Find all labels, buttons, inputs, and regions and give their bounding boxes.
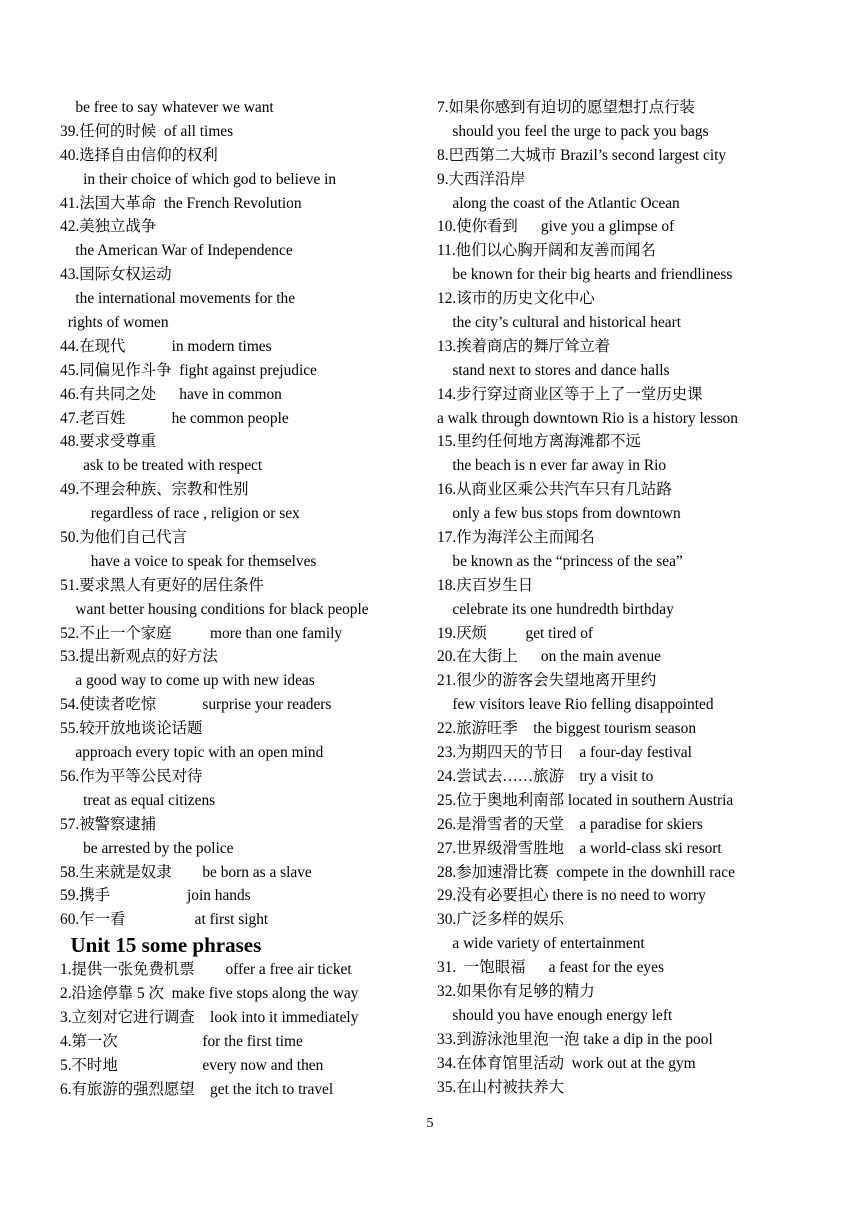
phrase-line: 27.世界级滑雪胜地 a world-class ski resort [437, 839, 722, 857]
phrase-line: 41.法国大革命 the French Revolution [60, 194, 302, 212]
phrase-line: 50.为他们自己代言 [60, 529, 187, 547]
phrase-line: 23.为期四天的节日 a four-day festival [437, 744, 692, 762]
right-column [437, 96, 847, 1099]
phrase-line: have a voice to speak for themselves [60, 552, 317, 570]
phrase-line: 12.该市的历史文化中心 [437, 290, 595, 308]
phrase-line: 46.有共同之处 have in common [60, 385, 282, 403]
phrase-line: be free to say whatever we want [60, 99, 274, 116]
phrase-line: should you have enough energy left [437, 1006, 673, 1024]
phrase-line: 48.要求受尊重 [60, 433, 157, 451]
phrase-line: 60.乍一看 at first sight [60, 911, 269, 929]
phrase-line: 44.在现代 in modern times [60, 337, 272, 355]
phrase-line: a good way to come up with new ideas [60, 672, 315, 690]
phrase-line: few visitors leave Rio felling disappointed [437, 696, 714, 714]
phrase-line: 28.参加速滑比赛 compete in the downhill race [437, 863, 735, 881]
page-number: 5 [426, 1116, 434, 1131]
phrase-line: 39.任何的时候 of all times [60, 122, 234, 140]
phrase-line: 47.老百姓 he common people [60, 409, 289, 427]
phrase-line: 9.大西洋沿岸 [437, 170, 526, 188]
phrase-line: be arrested by the police [60, 839, 234, 857]
phrase-line: approach every topic with an open mind [60, 744, 324, 762]
phrase-line: 13.挨着商店的舞厅耸立着 [437, 337, 611, 355]
phrase-line: 2.沿途停靠 5 次 make five stops along the way [60, 985, 359, 1003]
phrase-line: the city’s cultural and historical heart [437, 314, 682, 332]
phrase-line: 16.从商业区乘公共汽车只有几站路 [437, 481, 672, 499]
phrase-line: 14.步行穿过商业区等于上了一堂历史课 [437, 385, 703, 403]
phrase-line: 32.如果你有足够的精力 [437, 982, 595, 1000]
phrase-line: 5.不时地 every now and then [60, 1056, 324, 1074]
phrase-line: 7.如果你感到有迫切的愿望想打点行装 [437, 99, 695, 116]
left-column [60, 96, 432, 1102]
phrase-line: 1.提供一张免费机票 offer a free air ticket [60, 961, 352, 979]
phrase-line: 58.生来就是奴隶 be born as a slave [60, 863, 312, 881]
phrase-line: 43.国际女权运动 [60, 266, 172, 284]
phrase-line: 11.他们以心胸开阔和友善而闻名 [437, 242, 656, 260]
phrase-line: 19.厌烦 get tired of [437, 624, 594, 642]
phrase-line: 52.不止一个家庭 more than one family [60, 624, 343, 642]
phrase-line: 20.在大街上 on the main avenue [437, 648, 661, 666]
unit-heading: Unit 15 some phrases [60, 933, 262, 958]
phrase-line: 31. 一饱眼福 a feast for the eyes [437, 959, 664, 977]
phrase-line: be known for their big hearts and friendliness [437, 266, 733, 284]
phrase-line: the beach is n ever far away in Rio [437, 457, 667, 475]
phrase-line: 10.使你看到 give you a glimpse of [437, 218, 675, 236]
phrase-line: 25.位于奥地利南部 located in southern Austria [437, 791, 734, 809]
phrase-line: 3.立刻对它进行调查 look into it immediately [60, 1008, 359, 1026]
phrase-line: in their choice of which god to believe in [60, 170, 337, 188]
phrase-line: 26.是滑雪者的天堂 a paradise for skiers [437, 815, 703, 833]
phrase-line: 49.不理会种族、宗教和性别 [60, 481, 249, 499]
phrase-line: regardless of race , religion or sex [60, 505, 300, 523]
phrase-line: 21.很少的游客会失望地离开里约 [437, 672, 657, 690]
phrase-line: 56.作为平等公民对待 [60, 767, 203, 785]
phrase-line: 6.有旅游的强烈愿望 get the itch to travel [60, 1080, 334, 1098]
phrase-line: 17.作为海洋公主而闻名 [437, 529, 595, 547]
phrase-line: 8.巴西第二大城市 Brazil’s second largest city [437, 146, 727, 164]
phrase-line: 53.提出新观点的好方法 [60, 648, 218, 666]
phrase-line: celebrate its one hundredth birthday [437, 600, 674, 618]
phrase-line: 4.第一次 for the first time [60, 1032, 303, 1050]
phrase-line: 24.尝试去……旅游 try a visit to [437, 767, 654, 785]
phrase-line: the American War of Independence [60, 242, 293, 260]
phrase-line: 54.使读者吃惊 surprise your readers [60, 696, 332, 714]
phrase-line: treat as equal citizens [60, 791, 216, 809]
phrase-line: 59.携手 join hands [60, 887, 251, 905]
phrase-line: 55.较开放地谈论话题 [60, 720, 203, 738]
phrase-line: the international movements for the [60, 290, 296, 308]
phrase-line: along the coast of the Atlantic Ocean [437, 194, 680, 212]
phrase-line: 57.被警察逮捕 [60, 815, 157, 833]
phrase-line: 42.美独立战争 [60, 218, 157, 236]
phrase-line: 33.到游泳池里泡一泡 take a dip in the pool [437, 1030, 713, 1048]
phrase-line: 35.在山村被扶养大 [437, 1078, 564, 1096]
phrase-line: 34.在体育馆里活动 work out at the gym [437, 1054, 696, 1072]
phrase-line: should you feel the urge to pack you bags [437, 122, 709, 140]
phrase-line: 22.旅游旺季 the biggest tourism season [437, 720, 697, 738]
phrase-line: a walk through downtown Rio is a history lesson [437, 409, 738, 427]
phrase-line: only a few bus stops from downtown [437, 505, 681, 523]
phrase-line: ask to be treated with respect [60, 457, 263, 475]
phrase-line: rights of women [60, 314, 169, 332]
phrase-line: 15.里约任何地方离海滩都不远 [437, 433, 641, 451]
phrase-line: 40.选择自由信仰的权利 [60, 146, 218, 164]
phrase-line: a wide variety of entertainment [437, 935, 645, 953]
phrase-line: 29.没有必要担心 there is no need to worry [437, 887, 706, 905]
phrase-line: want better housing conditions for black people [60, 600, 369, 618]
phrase-line: 45.同偏见作斗争 fight against prejudice [60, 361, 317, 379]
phrase-line: 30.广泛多样的娱乐 [437, 911, 564, 929]
phrase-line: 18.庆百岁生日 [437, 576, 534, 594]
phrase-line: be known as the “princess of the sea” [437, 552, 683, 570]
phrase-line: stand next to stores and dance halls [437, 361, 670, 379]
phrase-line: 51.要求黑人有更好的居住条件 [60, 576, 264, 594]
